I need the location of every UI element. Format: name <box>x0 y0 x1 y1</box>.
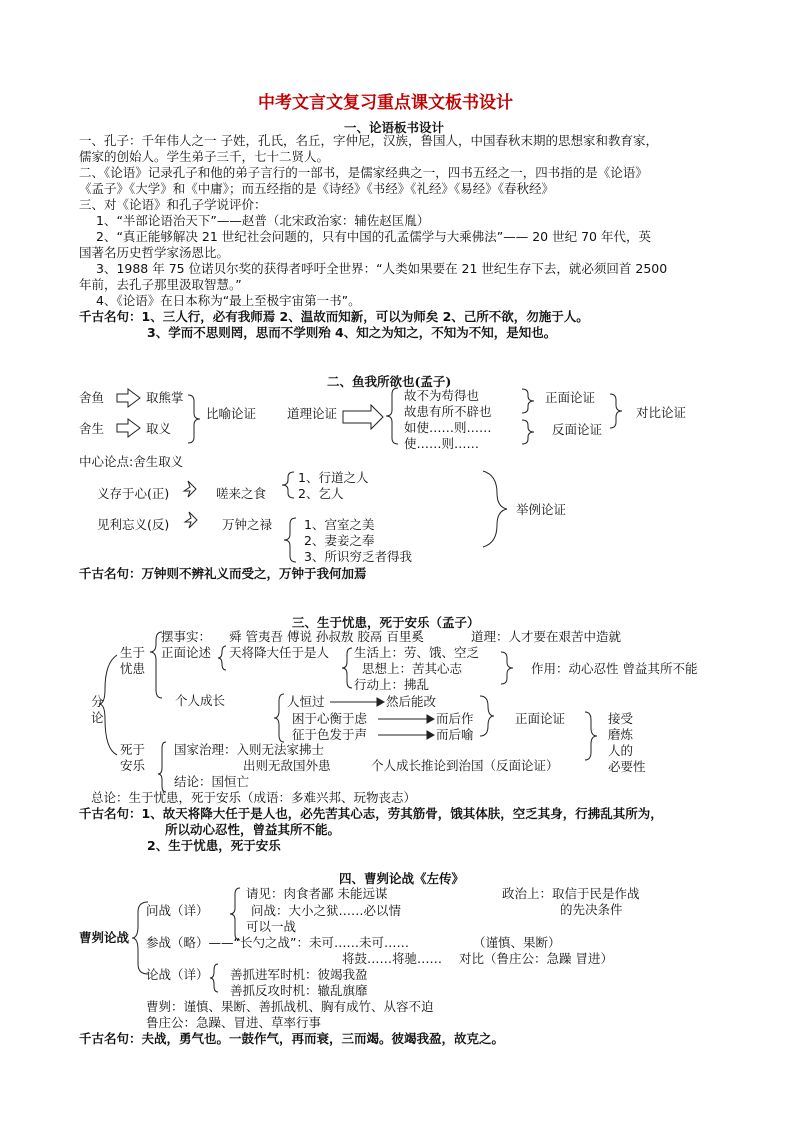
brace-siyu <box>158 742 166 792</box>
s3-zhengmian: 正面论述 <box>161 645 212 660</box>
brace-reason <box>386 388 398 444</box>
s2-jianli: 见利忘义(反) <box>97 517 170 532</box>
s3-accept: 接受 <box>608 711 634 726</box>
s4-compare: 对比（鲁庄公：急躁 冒进） <box>459 951 613 966</box>
s3-youhuan: 忧患 <box>120 661 146 676</box>
s3-heading: 三、生于忧患，死于安乐（孟子） <box>292 615 480 630</box>
s2-x2: 2、乞人 <box>298 486 344 501</box>
s2-quote: 千古名句：万钟则不辨礼义而受之，万钟于我何加焉 <box>79 566 367 581</box>
s3-kun: 困于心衡于虑 <box>292 711 368 726</box>
s3-action: 行动上：拂乱 <box>354 677 430 692</box>
arrow-life <box>117 419 140 437</box>
s4-lun: 论战（详） <box>146 967 209 982</box>
s3-heng: 人恒过 <box>287 694 325 709</box>
s1-e4: 4、《论语》在日本称为“最上至极宇宙第一书”。 <box>96 293 361 308</box>
s3-quote-2: 2、生于忧患，死于安乐 <box>147 838 281 853</box>
brace-wanzhong <box>284 518 296 562</box>
s2-y2: 2、妻妾之奉 <box>304 533 375 548</box>
brace-neg <box>522 420 534 444</box>
s4-j2: 善抓反攻时机：辙乱旗靡 <box>230 983 368 998</box>
s3-ren: 人的 <box>608 743 634 758</box>
s1-p3: 三、对《论语》和孔子学说评价： <box>79 197 267 212</box>
s3-sheng: 生于 <box>120 645 146 660</box>
brace-jielai <box>282 472 294 498</box>
s1-e2a: 2、“真正能够解决 21 世纪社会问题的，只有中国的孔孟儒学与大乘佛法”—— 20 世纪 70 年代，英 <box>96 229 651 244</box>
s3-out: 出则无敌国外患 <box>243 758 331 773</box>
arrowhead-heng <box>377 698 384 706</box>
s3-summary: 总论：生于忧患，死于安乐（成语：多难兴邦、玩物丧志） <box>91 790 417 805</box>
s4-ke: 可以一战 <box>246 919 297 934</box>
s1-p2a: 二、《论语》记录孔子和他的弟子言行的一部书，是儒家经典之一，四书五经之一，四书指的是《论语》 <box>79 165 648 180</box>
s1-quote-2: 3、学而不思则罔，思而不学则殆 4、知之为知之，不知为不知，是知也。 <box>147 325 557 340</box>
s2-center: 中心论点:舍生取义 <box>79 454 184 469</box>
s4-trait: （谨慎、果断） <box>473 935 561 950</box>
s4-prereq: 的先决条件 <box>560 902 623 917</box>
s3-effect: 作用：动心忍性 曾益其所不能 <box>531 661 698 676</box>
s4-quote: 千古名句：夫战，勇气也。一鼓作气，再而衰，三而竭。彼竭我盈，故克之。 <box>79 1031 505 1046</box>
page-title: 中考文言文复习重点课文板书设计 <box>258 93 513 113</box>
s3-quote-1b: 所以动心忍性，曾益其所不能。 <box>165 822 341 837</box>
brace-accept <box>585 712 597 760</box>
s1-p1a: 一、孔子：千年伟人之一 子姓，孔氏，名丘，字仲尼，汉族，鲁国人，中国春秋末期的思想家和教育家， <box>79 133 658 148</box>
s3-lun: 论 <box>91 710 104 725</box>
s2-analogy: 比喻论证 <box>206 406 257 421</box>
s2-contrast: 对比论证 <box>636 405 687 420</box>
s2-r1: 故不为苟得也 <box>404 388 480 403</box>
s4-j1: 善抓进军时机：彼竭我盈 <box>230 967 368 982</box>
s2-neg: 反面论证 <box>552 422 603 437</box>
s4-cao: 曹刿：谨慎、果断、善抓战机、胸有成竹、从容不迫 <box>146 999 434 1014</box>
brace-contrast <box>610 394 622 428</box>
arrow-jianli <box>185 512 197 528</box>
s3-nation: 国家治理：入则无法家拂士 <box>174 742 325 757</box>
brace-growth <box>274 694 284 742</box>
s2-yi-heart: 义存于心(正) <box>97 486 170 501</box>
arrow-yi-heart <box>184 481 196 497</box>
s4-wen: 问战：大小之狱……必以情 <box>251 903 402 918</box>
s1-e2b: 国著名历史哲学家汤恩比。 <box>79 245 230 260</box>
s3-mo: 磨炼 <box>608 727 634 742</box>
s1-e3b: 年前，去孔子那里汲取智慧。” <box>79 277 242 292</box>
brace-pos <box>522 389 534 413</box>
s3-conclusion: 结论：国恒亡 <box>174 774 250 789</box>
s4-root: 曹刿论战 <box>79 930 130 945</box>
s2-example: 举例论证 <box>516 502 567 517</box>
s3-thought: 思想上：苦其心志 <box>362 661 463 676</box>
s1-p1b: 儒家的创始人。学生弟子三千，七十二贤人。 <box>79 149 330 164</box>
brace-effect <box>501 652 513 684</box>
s1-quote-1: 千古名句：1、三人行，必有我师焉 2、温故而知新，可以为师矣 2、己所不欲，勿施于人。 <box>79 309 589 324</box>
s1-e3a: 3、1988 年 75 位诺贝尔奖的获得者呼吁全世界：“人类如果要在 21 世纪生存下去，就必须回首 2500 <box>96 261 668 276</box>
arrowhead-zheng <box>427 731 434 739</box>
arrow-reason <box>343 405 383 429</box>
s2-jielai: 嗟来之食 <box>216 486 267 501</box>
s4-can: 参战（略）——“长勺之战”：未可……未可…… <box>146 935 409 950</box>
s2-y3: 3、所识穷乏者得我 <box>304 549 412 564</box>
s4-ask: 问战（详） <box>146 903 209 918</box>
arrowhead-kun <box>427 715 434 723</box>
s1-p2b: 《孟子》《大学》和《中庸》；而五经指的是《诗经》《书经》《礼经》《易经》《春秋经》 <box>79 181 555 196</box>
s3-gai: 然后能改 <box>386 694 437 709</box>
s3-reasoning: 道理：人才要在艰苦中造就 <box>471 629 622 644</box>
s2-pos: 正面论证 <box>545 390 596 405</box>
s4-politic: 政治上：取信于民是作战 <box>502 886 640 901</box>
brace-tian <box>342 648 352 688</box>
s3-zuo: 而后作 <box>436 711 474 726</box>
s3-quote-1a: 千古名句：1、故天将降大任于是人也，必先苦其心志，劳其筋骨，饿其体肤，空乏其身，行拂乱其所为， <box>79 806 663 821</box>
s3-people: 舜 管夷吾 傅说 孙叔敖 胶鬲 百里奚 <box>229 629 424 644</box>
s3-growth: 个人成长 <box>175 693 226 708</box>
brace-example <box>483 471 507 547</box>
s2-bear: 取熊掌 <box>146 390 184 405</box>
s3-yu: 而后喻 <box>436 727 474 742</box>
s3-fen: 分 <box>91 694 104 709</box>
s1-e1: 1、“半部论语治天下”——赵普（北宋政治家：辅佐赵匡胤） <box>96 213 430 228</box>
brace-ask <box>230 888 240 940</box>
s4-heading: 四、曹刿论战《左传》 <box>339 871 465 886</box>
s3-si: 死于 <box>120 742 146 757</box>
brace-right <box>480 696 494 736</box>
s2-wanzhong: 万钟之禄 <box>222 517 273 532</box>
s2-life: 舍生 <box>79 421 105 436</box>
s2-heading: 二、鱼我所欲也(孟子) <box>327 374 452 389</box>
arrow-fish <box>117 389 140 407</box>
s4-jiang: 将鼓……将驰…… <box>342 951 443 966</box>
s3-zm2: 正面论证 <box>515 711 566 726</box>
s2-x1: 1、行道之人 <box>298 470 369 485</box>
s2-reason: 道理论证 <box>287 406 338 421</box>
s2-y1: 1、宫室之美 <box>304 517 375 532</box>
s3-life: 生活上：劳、饿、空乏 <box>354 645 480 660</box>
s4-lu: 鲁庄公：急躁、冒进、草率行事 <box>146 1015 322 1030</box>
brace-zm <box>218 646 226 670</box>
s2-r3: 如使……则…… <box>404 420 492 435</box>
s3-infer: 个人成长推论到治国（反面论证） <box>371 758 559 773</box>
s2-r2: 故患有所不辟也 <box>404 404 492 419</box>
s3-tian: 天将降大任于是人 <box>229 645 330 660</box>
s2-fish: 舍鱼 <box>79 390 105 405</box>
s2-r4: 使……则…… <box>404 436 480 451</box>
s1-heading: 一、论语板书设计 <box>344 120 445 135</box>
s3-facts: 摆事实： <box>161 629 212 644</box>
brace-analogy <box>188 395 200 443</box>
s3-need: 必要性 <box>608 759 646 774</box>
s2-yi: 取义 <box>146 421 172 436</box>
brace-lun <box>210 964 218 992</box>
s3-anle: 安乐 <box>120 758 146 773</box>
s3-zheng: 征于色发于声 <box>292 727 368 742</box>
s4-req: 请见：肉食者鄙 未能远谋 <box>246 886 388 901</box>
